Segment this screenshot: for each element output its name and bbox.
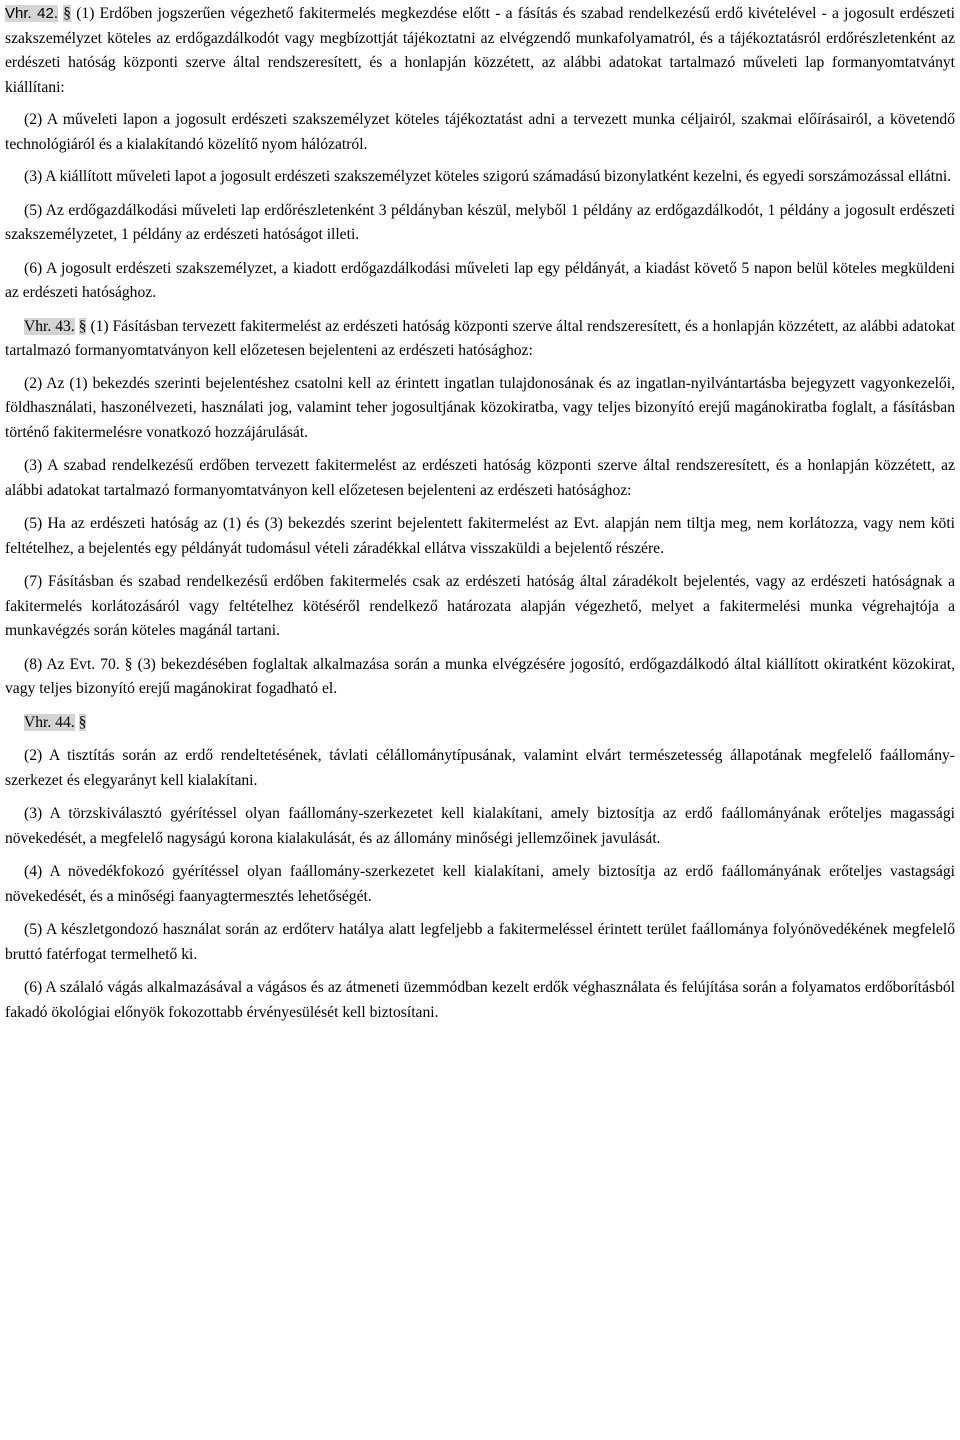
vhr42-p1-text: (1) Erdőben jogszerűen végezhető fakitermelés megkezdése előtt - a fásítás és szabad rendelkezésű erdő kivételével - a jogosult erdészeti szakszemélyzet köteles az erdőgazdálkodót vagy megbízottját tájékoztatni az elvégzendő munkafolyamatról, és a tájékoztatásról erdőrészletenként az erdészeti hatóság központi szerve által rendszeresített, és a honlapján közzétett, az alábbi adatokat tartalmazó műveleti lap formanyomtatványt kiállítani: [5,5,956,96]
vhr43-p1-text: (1) Fásításban tervezett fakitermelést az erdészeti hatóság központi szerve által rendszeresített, és a honlapján közzétett, az alábbi adatokat tartalmazó formanyomtatványon kell előzetesen bejelenteni az erdészeti hatósághoz: [5,317,955,359]
vhr44-paragraph-2: (2) A tisztítás során az erdő rendeltetésének, távlati célállománytípusának, valamint elvárt természetesség állapotának megfelelő faállomány-szerkezet és elegyarányt kell kialakítani. [5,747,955,789]
vhr42-paragraph-5: (5) Az erdőgazdálkodási műveleti lap erdőrészletenként 3 példányban készül, melyből 1 példány az erdőgazdálkodót, 1 példány a jogosult erdészeti szakszemélyzetet, 1 példány az erdészeti hatóságot illeti. [5,201,955,243]
vhr44-paragraph-5: (5) A készletgondozó használat során az erdőterv hatálya alatt legfeljebb a fakitermeléssel érintett terület faállománya folyónövedékének megfelelő bruttó fatérfogat termelhető ki. [5,921,955,963]
vhr43-section-sign: § [78,317,87,335]
document-page [5,2,955,1025]
vhr44-heading [5,711,955,736]
vhr42-paragraph-1 [5,2,955,100]
vhr43-paragraph-1 [5,315,955,364]
vhr43-paragraph-3: (3) A szabad rendelkezésű erdőben tervezett fakitermelést az erdészeti hatóság központi szerve által rendszeresített, és a honlapján közzétett, az alábbi adatokat tartalmazó formanyomtatványon kell előzetesen bejelenteni az erdészeti hatósághoz: [5,457,955,499]
vhr43-label: Vhr. 43. [24,317,75,335]
vhr42-label: Vhr. 42. [5,5,58,22]
vhr43-paragraph-5: (5) Ha az erdészeti hatóság az (1) és (3) bekezdés szerint bejelentett fakitermelést az Evt. alapján nem tiltja meg, nem korlátozza, vagy nem köti feltételhez, a bejelentés egy példányát tudomásul vételi záradékkal ellátva visszaküldi a bejelentő részére. [5,515,955,557]
vhr44-paragraph-4: (4) A növedékfokozó gyérítéssel olyan faállomány-szerkezetet kell kialakítani, amely biztosítja az erdő faállományának erőteljes vastagsági növekedését, és a minőségi faanyagtermesztés lehetőségét. [5,863,955,905]
vhr42-section-sign: § [63,5,71,22]
vhr43-paragraph-7: (7) Fásításban és szabad rendelkezésű erdőben fakitermelés csak az erdészeti hatóság által záradékolt bejelentés, vagy az erdészeti hatóságnak a fakitermelés korlátozásáról vagy feltételhez kötéséről rendelkező határozata alapján végezhető, melyet a fakitermelési munka végrehajtója a munkavégzés során köteles magánál tartani. [5,573,955,639]
vhr42-paragraph-3: (3) A kiállított műveleti lapot a jogosult erdészeti szakszemélyzet köteles szigorú számadású bizonylatként kezelni, és egyedi sorszámozással ellátni. [24,168,952,185]
vhr44-label: Vhr. 44. [24,713,75,731]
vhr43-paragraph-8: (8) Az Evt. 70. § (3) bekezdésében foglaltak alkalmazása során a munka elvégzésére jogosító, erdőgazdálkodó által kiállított okiratként közokirat, vagy teljes bizonyító erejű magánokirat fogadható el. [5,655,955,697]
vhr44-section-sign: § [78,713,87,731]
vhr44-paragraph-6: (6) A szálaló vágás alkalmazásával a vágásos és az átmeneti üzemmódban kezelt erdők véghasználata és felújítása során a folyamatos erdőborításból fakadó ökológiai előnyök fokozottabb érvényesülését kell biztosítani. [5,979,955,1021]
vhr42-paragraph-2: (2) A műveleti lapon a jogosult erdészeti szakszemélyzet köteles tájékoztatást adni a tervezett munka céljairól, szakmai előírásairól, a követendő technológiáról és a kialakítandó közelítő nyom hálózatról. [5,111,955,153]
vhr42-paragraph-6: (6) A jogosult erdészeti szakszemélyzet, a kiadott erdőgazdálkodási műveleti lap egy példányát, a kiadást követő 5 napon belül köteles megküldeni az erdészeti hatósághoz. [5,259,955,301]
vhr44-paragraph-3: (3) A törzskiválasztó gyérítéssel olyan faállomány-szerkezetet kell kialakítani, amely biztosítja az erdő faállományának erőteljes magassági növekedését, a megfelelő nagyságú korona kialakulását, és az állomány minőségi jellemzőinek javulását. [5,805,955,847]
vhr43-paragraph-2: (2) Az (1) bekezdés szerinti bejelentéshez csatolni kell az érintett ingatlan tulajdonosának és az ingatlan-nyilvántartásba bejegyzett vagyonkezelői, földhasználati, haszonélvezeti, használati jog, valamint teher jogosultjának közokiratba, vagy teljes bizonyító erejű magánokiratba foglalt, a fásításban történő fakitermelésre vonatkozó hozzájárulását. [5,374,955,441]
